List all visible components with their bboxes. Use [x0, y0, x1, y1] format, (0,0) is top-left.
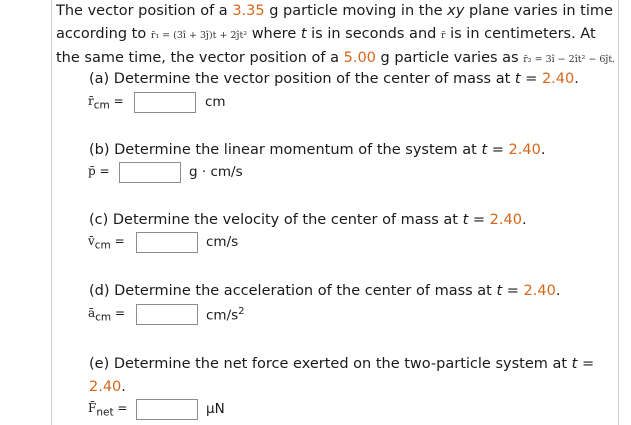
mass-1-value: 3.35: [232, 3, 265, 19]
part-d-answer-label: $ā_{cm}$ =: [88, 306, 126, 324]
part-c-answer-input[interactable]: [136, 232, 198, 253]
part-b-answer-input[interactable]: [119, 162, 181, 183]
problem-statement: [56, 0, 616, 71]
mass-2-value: 5.00: [343, 50, 376, 66]
part-b-unit: g · cm/s: [189, 164, 243, 180]
part-d-answer-input[interactable]: [136, 304, 198, 325]
position-equation-2: r̄₂ = 3î − 2ît² − 6ĵt.: [523, 54, 616, 65]
part-d-question: (d) Determine the acceleration of the center of mass at t = 2.40.: [89, 283, 561, 299]
part-d-unit: $cm/s^2$: [206, 306, 245, 324]
intro-line-2: according to r̄₁ = (3î + 3ĵ)t + 2ĵt² where t is in seconds and r̄ is in centimeters. At: [56, 26, 596, 42]
part-c-answer-label: $v̄_{cm}$ =: [88, 234, 125, 252]
part-b-answer-label: p̄ =: [88, 164, 110, 179]
intro-line-3: the same time, the vector position of a 5.00 g particle varies as r̄₂ = 3î − 2ît² − 6ĵt.: [56, 50, 616, 66]
part-e-answer-input[interactable]: [136, 399, 198, 420]
part-c-question: (c) Determine the velocity of the center of mass at t = 2.40.: [89, 212, 527, 228]
part-a-answer-label: $r̄_{cm}$ =: [88, 94, 124, 112]
intro-line-1: The vector position of a 3.35 g particle moving in the xy plane varies in time: [56, 3, 613, 19]
part-a-question: (a) Determine the vector position of the center of mass at t = 2.40.: [89, 71, 579, 87]
part-e-unit: µN: [206, 401, 225, 417]
part-e-answer-label: $F̄_{net}$ =: [88, 401, 128, 419]
part-e-question: (e) Determine the net force exerted on the two-particle system at t = 2.40.: [89, 356, 595, 395]
part-a-answer-input[interactable]: [134, 92, 196, 113]
part-c-unit: cm/s: [206, 234, 239, 250]
part-a-unit: cm: [205, 94, 226, 110]
position-equation-1: r̄₁ = (3î + 3ĵ)t + 2ĵt²: [150, 30, 248, 41]
part-b-question: (b) Determine the linear momentum of the system at t = 2.40.: [89, 142, 546, 158]
